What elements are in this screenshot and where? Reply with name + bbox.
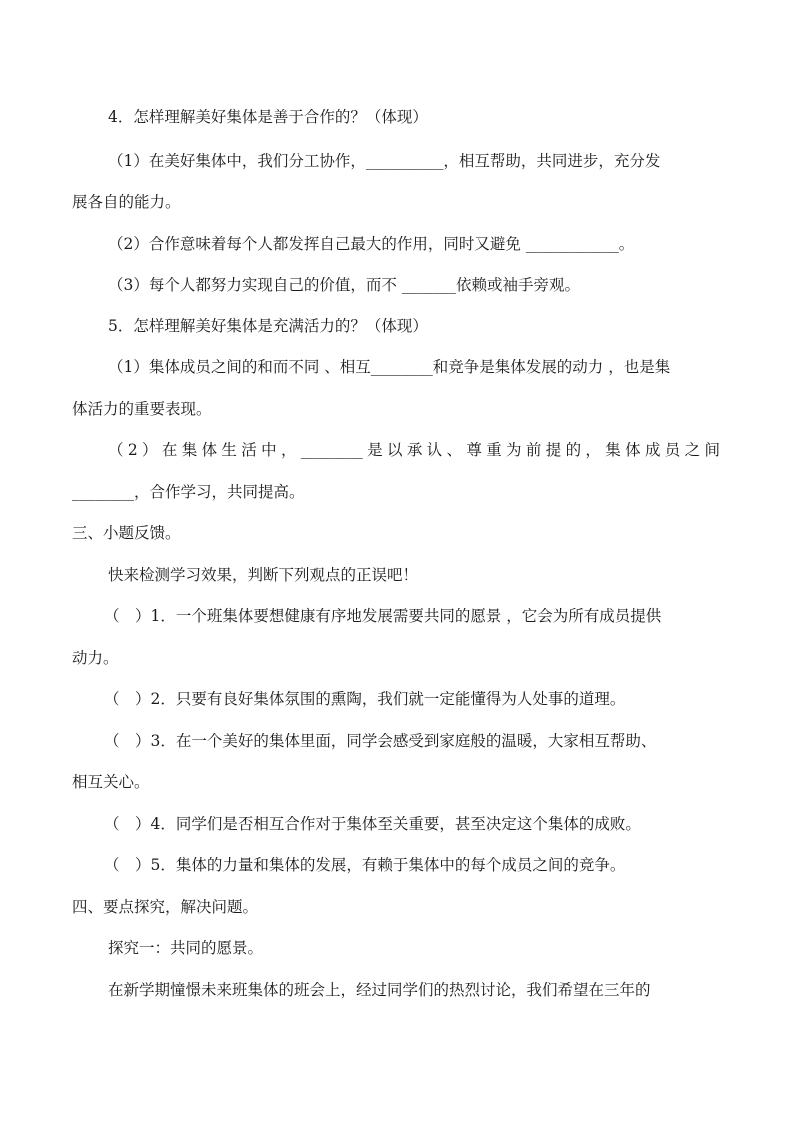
question-4-title: 4．怎样理解美好集体是善于合作的？（体现） (108, 108, 428, 126)
true-false-item-4: （ ）4．同学们是否相互合作对于集体至关重要，甚至决定这个集体的成败。 (104, 815, 641, 833)
true-false-item-2: （ ）2．只要有良好集体氛围的熏陶，我们就一定能懂得为人处事的道理。 (104, 690, 626, 708)
section-4-title: 四、要点探究，解决问题。 (72, 898, 259, 916)
question-4-item-3: （3）每个人都努力实现自己的价值，而不 _______依赖或袖手旁观。 (108, 276, 581, 294)
question-5-title: 5．怎样理解美好集体是充满活力的？（体现） (108, 317, 428, 335)
exploration-1-text: 在新学期憧憬未来班集体的班会上，经过同学们的热烈讨论，我们希望在三年的 (108, 981, 651, 999)
question-5-item-1: （1）集体成员之间的和而不同 、相互________和竞争是集体发展的动力 ，也是集 (108, 358, 671, 376)
section-3-intro: 快来检测学习效果，判断下列观点的正误吧！ (108, 566, 419, 584)
true-false-item-5: （ ）5．集体的力量和集体的发展，有赖于集体中的每个成员之间的竞争。 (104, 856, 626, 874)
question-4-item-1: （1）在美好集体中，我们分工协作，__________，相互帮助，共同进步，充分发 (108, 152, 661, 170)
true-false-item-1-cont: 动力。 (72, 649, 119, 667)
question-4-item-1-cont: 展各自的能力。 (72, 193, 181, 211)
question-5-item-2: （2）在集体生活中，________是以承认、尊重为前提的，集体成员之间 (108, 441, 720, 459)
section-3-title: 三、小题反馈。 (72, 524, 181, 542)
question-4-item-2: （2）合作意味着每个人都发挥自己最大的作用，同时又避免 ____________。 (108, 235, 635, 253)
true-false-item-3: （ ）3．在一个美好的集体里面，同学会感受到家庭般的温暖，大家相互帮助、 (104, 732, 657, 750)
question-5-item-2-cont: ________，合作学习，共同提高。 (72, 483, 305, 501)
true-false-item-1: （ ）1．一个班集体要想健康有序地发展需要共同的愿景 ，它会为所有成员提供 (104, 607, 662, 625)
true-false-item-3-cont: 相互关心。 (72, 773, 150, 791)
exploration-1-title: 探究一：共同的愿景。 (108, 939, 264, 957)
question-5-item-1-cont: 体活力的重要表现。 (72, 400, 212, 418)
